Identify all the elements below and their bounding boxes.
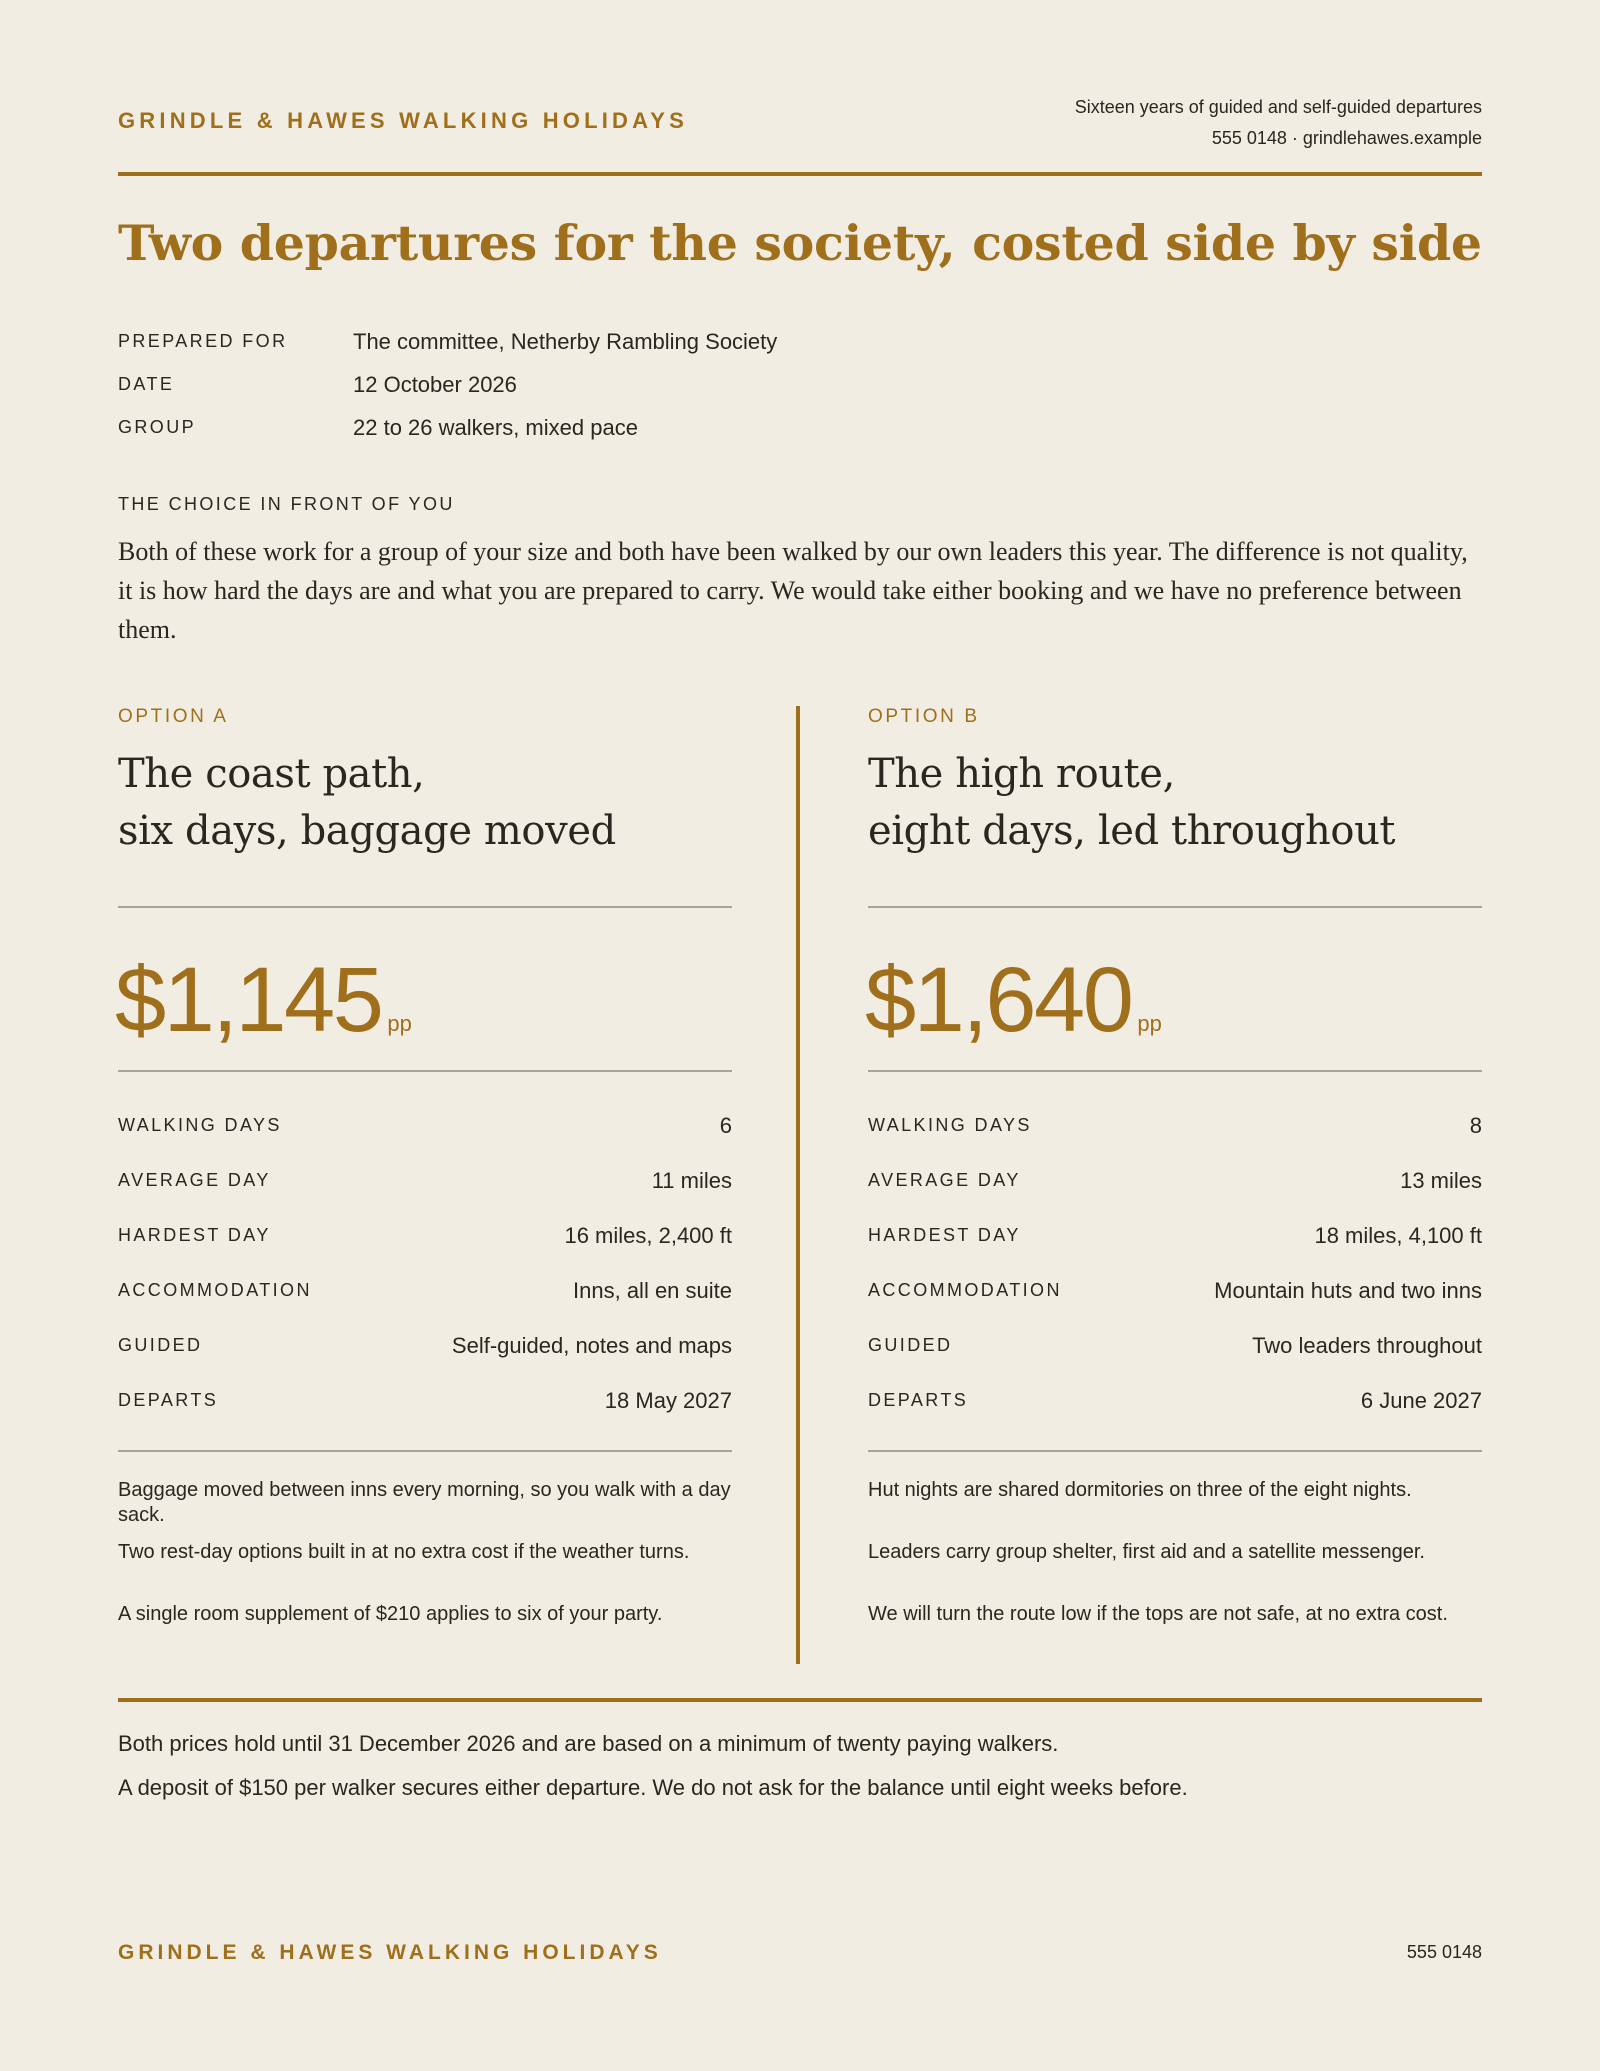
brand-name: GRINDLE & HAWES WALKING HOLIDAYS <box>118 108 688 133</box>
meta-value: 22 to 26 walkers, mixed pace <box>353 414 638 440</box>
option-note: We will turn the route low if the tops are not safe, at no extra cost. <box>868 1603 1448 1625</box>
header-contact-block <box>1075 92 1482 154</box>
meta-label: PREPARED FOR <box>118 331 288 351</box>
fact-label: GUIDED <box>118 1335 203 1355</box>
fact-label: AVERAGE DAY <box>868 1170 1021 1190</box>
option-note: Leaders carry group shelter, first aid and a satellite messenger. <box>868 1541 1425 1563</box>
fact-row <box>118 1208 732 1263</box>
option-note: Two rest-day options built in at no extra cost if the weather turns. <box>118 1541 690 1563</box>
rule <box>118 906 732 908</box>
option-label: OPTION B <box>868 706 980 727</box>
brand-contact: 555 0148 · grindlehawes.example <box>1211 128 1482 148</box>
fact-value: 13 miles <box>1400 1167 1482 1193</box>
option-notes <box>868 1478 1482 1664</box>
meta-row-prepared-for <box>118 320 1018 363</box>
closing-line: Both prices hold until 31 December 2026 and are based on a minimum of twenty paying walkers. <box>118 1731 1059 1756</box>
fact-row <box>868 1318 1482 1373</box>
fact-value: 11 miles <box>651 1167 732 1193</box>
fact-row <box>868 1153 1482 1208</box>
price-amount: $1,640 <box>865 949 1132 1051</box>
fact-row <box>868 1263 1482 1318</box>
option-note: Baggage moved between inns every morning, so you walk with a day sack. <box>118 1479 731 1526</box>
choice-heading: THE CHOICE IN FRONT OF YOU <box>118 494 455 514</box>
fact-row <box>118 1373 732 1428</box>
fact-row <box>118 1153 732 1208</box>
meta-value: The committee, Netherby Rambling Society <box>353 328 778 354</box>
proposal-page <box>115 0 1482 2071</box>
footer-phone: 555 0148 <box>1406 1942 1482 1962</box>
fact-label: WALKING DAYS <box>118 1115 282 1135</box>
option-notes <box>118 1478 732 1664</box>
fact-label: DEPARTS <box>868 1390 969 1410</box>
fact-value: 6 <box>719 1112 732 1138</box>
fact-row <box>118 1263 732 1318</box>
fact-value: Two leaders throughout <box>1252 1332 1482 1358</box>
option-name-line: The high route, <box>868 751 1175 797</box>
meta-label: GROUP <box>118 417 197 437</box>
fact-row <box>868 1098 1482 1153</box>
option-price <box>865 950 1162 1050</box>
options-comparison <box>115 706 1482 1664</box>
price-unit: pp <box>1137 1011 1162 1036</box>
option-name-line: The coast path, <box>118 751 425 797</box>
fact-label: ACCOMMODATION <box>118 1280 312 1300</box>
price-amount: $1,145 <box>115 949 382 1051</box>
meta-label: DATE <box>118 374 175 394</box>
option-facts <box>118 1098 732 1428</box>
closing-line: A deposit of $150 per walker secures either departure. We do not ask for the balance until eight weeks before. <box>118 1775 1188 1800</box>
fact-value: 6 June 2027 <box>1360 1387 1482 1413</box>
option-name <box>868 746 1482 860</box>
fact-value: 16 miles, 2,400 ft <box>564 1222 732 1248</box>
option-facts <box>868 1098 1482 1428</box>
fact-label: HARDEST DAY <box>118 1225 271 1245</box>
fact-label: GUIDED <box>868 1335 953 1355</box>
option-label: OPTION A <box>118 706 229 727</box>
option-note: A single room supplement of $210 applies to six of your party. <box>118 1603 663 1625</box>
fact-row <box>868 1208 1482 1263</box>
rule <box>868 1070 1482 1072</box>
meta-value: 12 October 2026 <box>353 371 517 397</box>
option-name <box>118 746 732 860</box>
rule <box>868 1450 1482 1452</box>
fact-label: WALKING DAYS <box>868 1115 1032 1135</box>
fact-row <box>868 1373 1482 1428</box>
brand-tagline: Sixteen years of guided and self-guided departures <box>1074 97 1482 117</box>
option-name-line: eight days, led throughout <box>868 808 1396 854</box>
option-name-line: six days, baggage moved <box>118 808 616 854</box>
price-unit: pp <box>387 1011 412 1036</box>
rule <box>118 1070 732 1072</box>
fact-value: 18 miles, 4,100 ft <box>1314 1222 1482 1248</box>
fact-label: DEPARTS <box>118 1390 219 1410</box>
fact-label: AVERAGE DAY <box>118 1170 271 1190</box>
meta-table <box>118 320 1018 449</box>
fact-value: Self-guided, notes and maps <box>451 1332 732 1358</box>
fact-label: ACCOMMODATION <box>868 1280 1062 1300</box>
fact-row <box>118 1098 732 1153</box>
rule <box>868 906 1482 908</box>
fact-label: HARDEST DAY <box>868 1225 1021 1245</box>
page-header <box>118 92 1482 176</box>
option-price <box>115 950 412 1050</box>
choice-body: Both of these work for a group of your size and both have been walked by our own leaders this year. The difference is not quality, it is how hard the days are and what you are prepared to carry. We would take either booking and we have no preference between them. <box>118 537 1468 644</box>
fact-value: 8 <box>1469 1112 1482 1138</box>
fact-value: 18 May 2027 <box>604 1387 732 1413</box>
rule <box>118 1450 732 1452</box>
options-divider <box>796 706 800 1664</box>
closing-terms <box>118 1698 1482 1810</box>
footer-brand: GRINDLE & HAWES WALKING HOLIDAYS <box>118 1941 662 1964</box>
meta-row-date <box>118 363 1018 406</box>
fact-value: Inns, all en suite <box>573 1277 732 1303</box>
fact-value: Mountain huts and two inns <box>1214 1277 1482 1303</box>
meta-row-group <box>118 406 1018 449</box>
fact-row <box>118 1318 732 1373</box>
option-note: Hut nights are shared dormitories on three of the eight nights. <box>868 1479 1412 1501</box>
page-title: Two departures for the society, costed side by side <box>118 214 1482 272</box>
